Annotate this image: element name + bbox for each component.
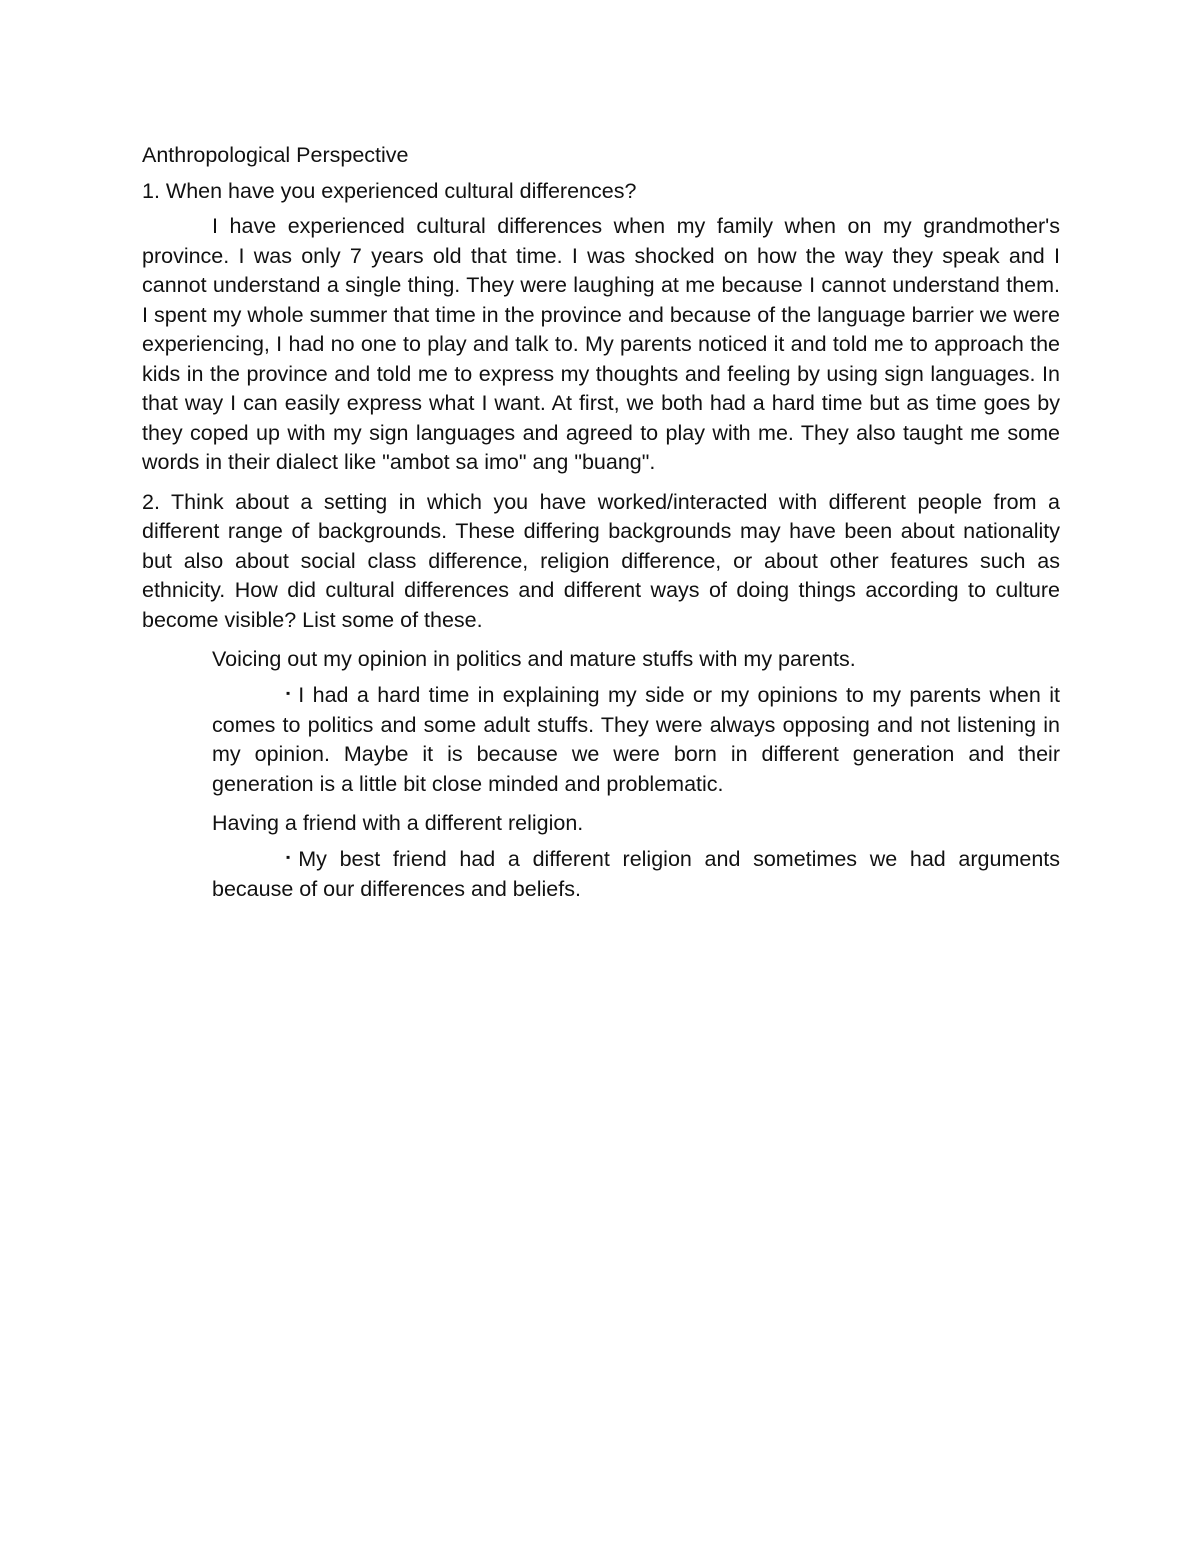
bullet-icon: ▪	[286, 686, 291, 701]
list-item-heading: Voicing out my opinion in politics and mature stuffs with my parents.	[212, 647, 856, 671]
list-item-text: I had a hard time in explaining my side or my opinions to my parents when it comes to politics and some adult stuffs. They were always opposing and not listening in my opinion. Maybe it is because we were born in different generation and their generation is a little bit close minded and problematic.	[212, 682, 1060, 796]
bullet-icon: ▪	[286, 850, 291, 865]
document-content	[142, 141, 1060, 910]
list-item-heading: Having a friend with a different religion.	[212, 811, 584, 836]
list-item-body	[212, 845, 1060, 905]
list-item-text: My best friend had a different religion and sometimes we had arguments because of our differences and beliefs.	[212, 846, 1060, 901]
answer-1: I have experienced cultural differences when my family when on my grandmother's province. I was only 7 years old that time. I was shocked on how the way they speak and I cannot understand a single thing. They were laughing at me because I cannot understand them. I spent my whole summer that time in the province and because of the language barrier we were experiencing, I had no one to play and talk to. My parents noticed it and told me to approach the kids in the province and told me to express my thoughts and feeling by using sign languages. In that way I can easily express what I want. At first, we both had a hard time but as time goes by they coped up with my sign languages and agreed to play with me. They also taught me some words in their dialect like "ambot sa imo" ang "buang".	[142, 214, 1060, 474]
list-item-religion	[142, 809, 1060, 904]
question-1: 1. When have you experienced cultural differences?	[142, 178, 637, 203]
list-item-politics	[142, 645, 1060, 799]
document-title: Anthropological Perspective	[142, 143, 409, 167]
list-item-body	[212, 681, 1060, 800]
question-2: 2. Think about a setting in which you have worked/interacted with different people from a different range of backgrounds. These differing backgrounds may have been about nationality but also about social class difference, religion difference, or about other features such as ethnicity. How did cultural differences and different ways of doing things according to culture become visible? List some of these.	[142, 489, 1060, 632]
